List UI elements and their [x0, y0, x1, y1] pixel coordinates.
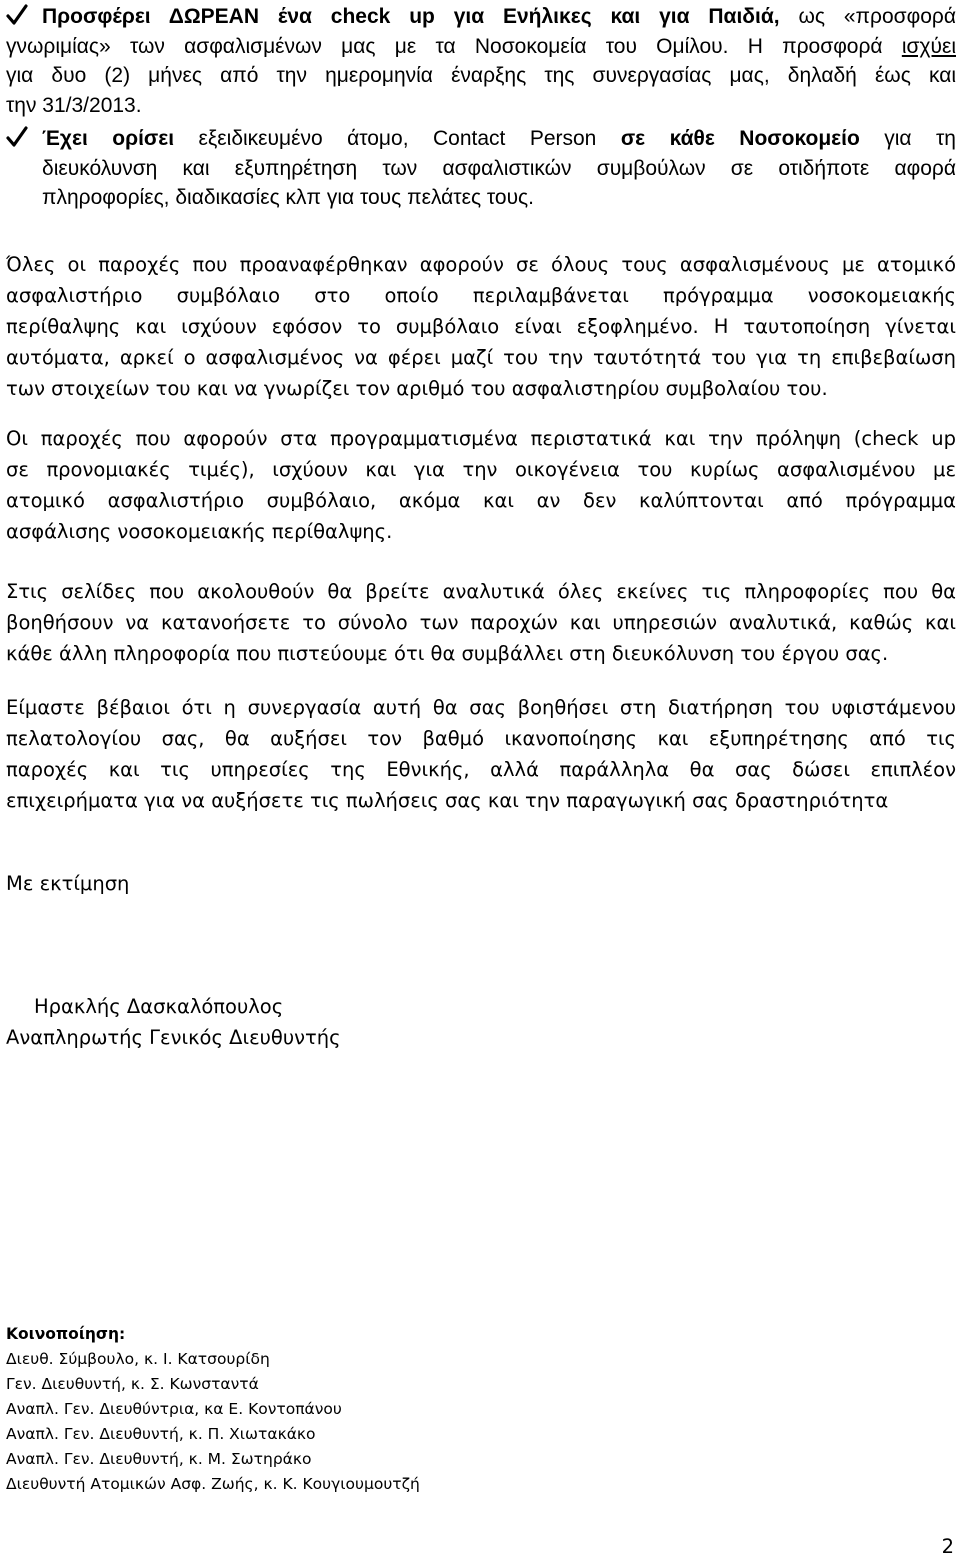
- bullet-free-checkup: [6, 2, 956, 120]
- cc-recipient: Αναπλ. Γεν. Διευθυντή, κ. Π. Χιωτακάκο: [6, 1425, 316, 1443]
- paragraph-family: Οι παροχές που αφορούν στα προγραμματισμένα περιστατικά και την πρόληψη (check up σε προνομιακές τιμές), ισχύουν και για την οικογένεια του κυρίως ασφαλισμένου με ατομικό ασφαλιστήριο συμβόλαιο, ακόμα και αν δεν καλύπτονται από πρόγραμμα ασφάλισης νοσοκομειακής περίθαλψης.: [6, 427, 956, 543]
- cc-recipient: Διευθυντή Ατομικών Ασφ. Ζωής, κ. Κ. Κουγιουμουτζή: [6, 1475, 420, 1493]
- cc-recipient: Αναπλ. Γεν. Διευθυντή, κ. Μ. Σωτηράκο: [6, 1450, 312, 1468]
- bullet-line: διευκόλυνση και εξυπηρέτηση των ασφαλιστικών συμβούλων σε οτιδήποτε αφορά: [42, 156, 956, 180]
- bullet-line: την 31/3/2013.: [6, 93, 142, 117]
- bullet-line: Προσφέρει ΔΩΡΕΑΝ ένα check up για Ενήλικες και για Παιδιά, ως «προσφορά: [42, 5, 956, 28]
- signatory-title: Αναπληρωτής Γενικός Διευθυντής: [6, 1026, 341, 1049]
- cc-recipient: Διευθ. Σύμβουλο, κ. Ι. Κατσουρίδη: [6, 1350, 270, 1368]
- checkmark-icon: [6, 3, 28, 27]
- closing-salutation: Με εκτίμηση: [6, 872, 130, 895]
- bullet-line: πληροφορίες, διαδικασίες κλπ για τους πελάτες τους.: [42, 186, 535, 209]
- paragraph-closing: Είμαστε βέβαιοι ότι η συνεργασία αυτή θα σας βοηθήσει στη διατήρηση του υφιστάμενου πελατολογίου σας, θα αυξήσει τον βαθμό ικανοποίησης και εξυπηρέτησης από τις παροχές και τις υπηρεσίες της Εθνικής, αλλά παράλληλα θα σας δώσει επιπλέον επιχειρήματα για να αυξήσετε τις πωλήσεις σας και την παραγωγική σας δραστηριότητα: [6, 696, 956, 812]
- signatory-name: Ηρακλής Δασκαλόπουλος: [34, 995, 284, 1018]
- paragraph-coverage: Όλες οι παροχές που προαναφέρθηκαν αφορούν σε όλους τους ασφαλισμένους με ατομικό ασφαλιστήριο συμβόλαιο στο οποίο περιλαμβάνεται πρόγραμμα νοσοκομειακής περίθαλψης και ισχύουν εφόσον το συμβόλαιο είναι εξοφλημένο. Η ταυτοποίηση γίνεται αυτόματα, αρκεί ο ασφαλισμένος να φέρει μαζί του την ταυτότητά του για τη επιβεβαίωση των στοιχείων του και να γνωρίζει τον αριθμό του ασφαλιστηρίου συμβολαίου του.: [6, 253, 956, 400]
- bullet-line: γνωριμίας» των ασφαλισμένων μας με τα Νοσοκομεία του Ομίλου. Η προσφορά ισχύει: [6, 34, 956, 58]
- cc-header: Κοινοποίηση:: [6, 1325, 126, 1343]
- page-number: 2: [941, 1535, 954, 1558]
- checkmark-icon: [6, 125, 28, 149]
- bullet-contact-person: [6, 124, 956, 213]
- cc-list: [6, 1322, 420, 1497]
- cc-recipient: Αναπλ. Γεν. Διευθύντρια, κα Ε. Κοντοπάνου: [6, 1400, 342, 1418]
- bullet-line: Έχει ορίσει εξειδικευμένο άτομο, Contact Person σε κάθε Νοσοκομείο για τη: [42, 127, 956, 150]
- bullet-line: για δυο (2) μήνες από την ημερομηνία έναρξης της συνεργασίας μας, δηλαδή έως και: [6, 64, 956, 87]
- paragraph-next-pages: Στις σελίδες που ακολουθούν θα βρείτε αναλυτικά όλες εκείνες τις πληροφορίες που θα βοηθήσουν να κατανοήσετε το σύνολο των παροχών και υπηρεσιών αναλυτικά, καθώς και κάθε άλλη πληροφορία που πιστεύουμε ότι θα συμβάλλει στη διευκόλυνση του έργου σας.: [6, 580, 956, 665]
- cc-recipient: Γεν. Διευθυντή, κ. Σ. Κωνσταντά: [6, 1375, 259, 1393]
